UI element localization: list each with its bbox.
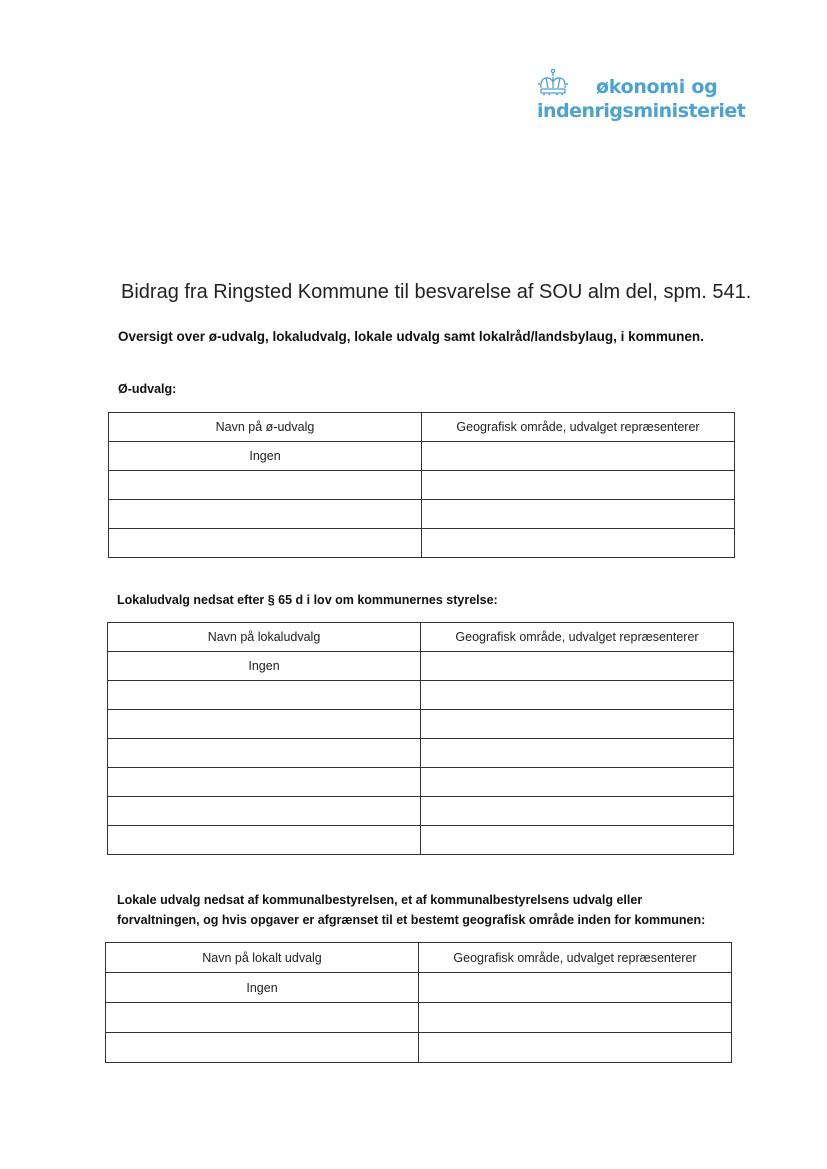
table-cell[interactable] <box>421 768 734 797</box>
document-subtitle: Oversigt over ø-udvalg, lokaludvalg, lokale udvalg samt lokalråd/landsbylaug, i kommunen. <box>118 329 704 344</box>
section-label-lokaludvalg: Lokaludvalg nedsat efter § 65 d i lov om kommunernes styrelse: <box>117 593 498 607</box>
table-cell[interactable] <box>108 710 421 739</box>
table-row <box>106 973 732 1003</box>
section-label-line2: forvaltningen, og hvis opgaver er afgrænset til et bestemt geografisk område inden for kommunen: <box>117 913 706 927</box>
table-row <box>108 768 734 797</box>
table-cell[interactable] <box>422 500 735 529</box>
table-row <box>108 681 734 710</box>
table-lokale-udvalg <box>105 942 732 1063</box>
table-cell[interactable] <box>108 797 421 826</box>
table-cell[interactable] <box>421 710 734 739</box>
table-cell[interactable] <box>422 471 735 500</box>
table-cell[interactable] <box>419 1003 732 1033</box>
table-cell[interactable] <box>109 529 422 558</box>
table-row <box>108 710 734 739</box>
table-header-row <box>109 413 735 442</box>
table-row <box>108 739 734 768</box>
table-header-row <box>106 943 732 973</box>
table-cell[interactable] <box>108 739 421 768</box>
table-cell[interactable] <box>109 471 422 500</box>
table-row <box>109 471 735 500</box>
table-cell[interactable] <box>419 1033 732 1063</box>
table-cell[interactable] <box>108 681 421 710</box>
column-header-name: Navn på lokalt udvalg <box>106 943 419 973</box>
table-cell[interactable]: Ingen <box>106 973 419 1003</box>
column-header-name: Navn på lokaludvalg <box>108 623 421 652</box>
table-cell[interactable] <box>106 1003 419 1033</box>
table-cell[interactable] <box>108 826 421 855</box>
table-row <box>108 797 734 826</box>
column-header-area: Geografisk område, udvalget repræsenterer <box>421 623 734 652</box>
table-row <box>108 826 734 855</box>
table-row <box>109 500 735 529</box>
table-row <box>108 652 734 681</box>
ministry-logo <box>532 66 746 128</box>
table-row <box>106 1003 732 1033</box>
crown-icon <box>536 68 570 98</box>
table-cell[interactable] <box>421 652 734 681</box>
table-cell[interactable] <box>422 529 735 558</box>
column-header-area: Geografisk område, udvalget repræsenterer <box>419 943 732 973</box>
table-cell[interactable] <box>422 442 735 471</box>
table-cell[interactable] <box>109 500 422 529</box>
table-cell[interactable] <box>421 681 734 710</box>
table-row <box>106 1033 732 1063</box>
table-cell[interactable] <box>419 973 732 1003</box>
table-cell[interactable]: Ingen <box>109 442 422 471</box>
table-cell[interactable] <box>421 826 734 855</box>
table-cell[interactable] <box>108 768 421 797</box>
document-title: Bidrag fra Ringsted Kommune til besvarelse af SOU alm del, spm. 541. <box>121 281 752 303</box>
section-label-line1: Lokale udvalg nedsat af kommunalbestyrelsen, et af kommunalbestyrelsens udvalg eller <box>117 893 643 907</box>
column-header-area: Geografisk område, udvalget repræsenterer <box>422 413 735 442</box>
table-lokaludvalg <box>107 622 734 855</box>
table-row <box>109 529 735 558</box>
table-header-row <box>108 623 734 652</box>
section-label-lokale-udvalg <box>117 890 705 930</box>
table-oe-udvalg <box>108 412 735 558</box>
column-header-name: Navn på ø-udvalg <box>109 413 422 442</box>
table-cell[interactable] <box>421 797 734 826</box>
section-label-oe-udvalg: Ø-udvalg: <box>118 382 177 396</box>
table-cell[interactable] <box>421 739 734 768</box>
logo-text-line2: indenrigsministeriet <box>537 100 746 122</box>
table-cell[interactable] <box>106 1033 419 1063</box>
logo-text-line1: økonomi og <box>596 76 718 98</box>
table-cell[interactable]: Ingen <box>108 652 421 681</box>
table-row <box>109 442 735 471</box>
